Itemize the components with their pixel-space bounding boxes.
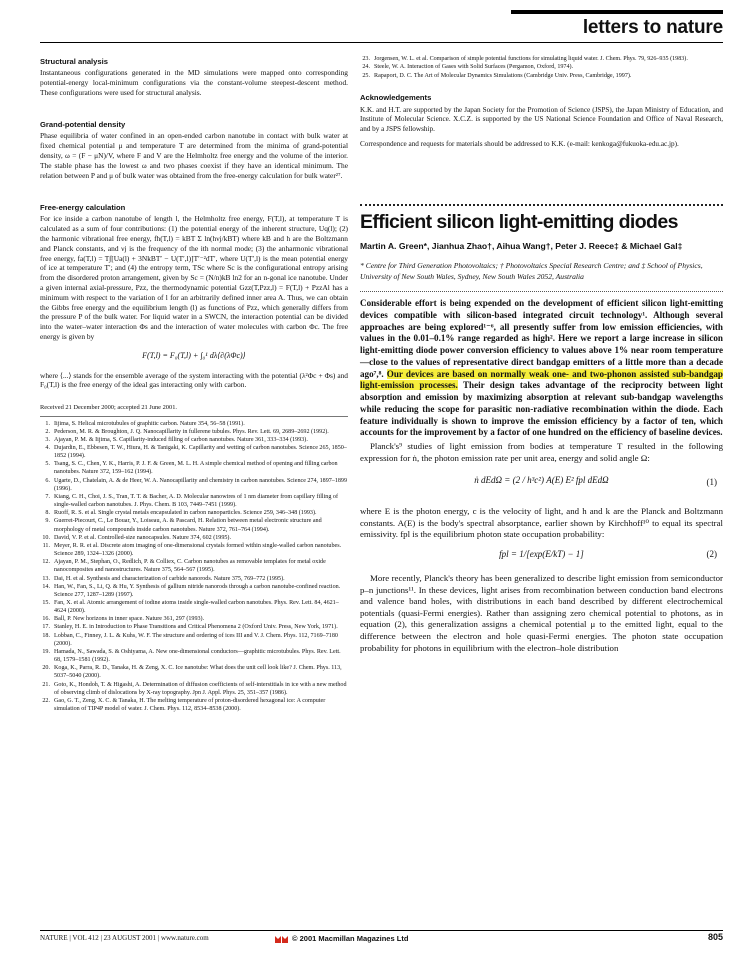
equation-2 (360, 547, 723, 567)
reference-text: Gao, G. T., Zeng, X. C. & Tanaka, H. The melting temperature of proton-disordered hexagonal ice: A computer simulation of TIP4P model of water. J. Chem. Phys. 112, 8534–8538 (2000). (54, 697, 326, 712)
abstract-part-a: Considerable effort is being expended on the development of efficient silicon light-emitting devices compatible with silicon-based integrated circuit technology¹. Although several approaches are being explored¹⁻⁶, all presently suffer from low emission efficiencies, with values in the 0.01–0.1% range regarded as high². Here we report a large increase in silicon light-emitting diode power conversion efficiency to values above 1% near room temperature—close to the values of representative direct bandgap emitters of a little more than a decade ago⁷,⁸. (360, 298, 723, 379)
macmillan-logo-icon (275, 934, 289, 943)
article-abstract (360, 298, 723, 439)
reference-number: 23. (362, 56, 370, 62)
reference-number: 19. (42, 648, 50, 655)
reference-number: 9. (45, 518, 50, 525)
reference-item (40, 664, 348, 680)
reference-item (40, 444, 348, 460)
reference-text: Goto, K., Hondoh, T. & Higashi, A. Determination of diffusion coefficients of self-interstitials in ice with a new method of observing climb of dislocations by X-ray topography. Jpn J. Appl. Phys. 25, 351–357 (1986). (54, 681, 347, 696)
reference-text: Pederson, M. R. & Broughton, J. Q. Nanocapillarity in fullerene tubules. Phys. Rev. Lett. 69, 2689–2692 (1992). (54, 428, 329, 435)
article-title: Efficient silicon light-emitting diodes (360, 211, 678, 234)
grand-heading: Grand-potential density (40, 120, 126, 130)
body-paragraph-3: More recently, Planck's theory has been generalized to describe light emission from semiconductor p–n junctions¹¹. In these devices, light arises from recombination between conduction band electrons and valence band holes, with distributions in each band described by different electrochemical potentials (quasi-Fermi energies). Rather than assigning zero chemical potential to photons, as in equation (2), this generalization assigns a chemical potential μ to the emitted light, equal to the difference between the electron and hole quasi-Fermi energies. The photon state occupation probability for photons in equilibrium with the electron–hole distribution (360, 573, 723, 653)
acknowledgements-heading: Acknowledgements (360, 92, 432, 102)
reference-item (40, 558, 348, 574)
reference-text: Hamada, N., Sawada, S. & Oshiyama, A. New one-dimensional conductors—graphitic microtubules. Phys. Rev. Lett. 68, 1579–1581 (1992). (54, 648, 341, 664)
reference-text: Jorgensen, W. L. et al. Comparison of simple potential functions for simulating liquid water. J. Chem. Phys. 79, 926–935 (1983). (374, 56, 688, 62)
reference-text: Fan, X. et al. Atomic arrangement of iodine atoms inside single-walled carbon nanotubes. Phys. Rev. Lett. 84, 4621–4624 (2000). (54, 599, 339, 615)
structural-heading: Structural analysis (40, 57, 108, 66)
reference-text: Guerret-Piecourt, C., Le Bouar, Y., Loiseau, A. & Pascard, H. Relation between metal electronic structure and morphology of metal compounds inside carbon nanotubes. Nature 372, 761–764 (1994). (54, 518, 322, 533)
reference-text: Ruoff, R. S. et al. Single crystal metals encapsulated in carbon nanoparticles. Science 259, 346–348 (1993). (54, 510, 317, 517)
reference-number: 3. (45, 436, 50, 443)
reference-number: 20. (42, 665, 50, 672)
article-affiliation: * Centre for Third Generation Photovoltaics; † Photovoltaics Special Research Centre; and ‡ School of Physics, University of New South Wales, Sydney, New South Wales 2052, Australia (360, 261, 703, 282)
reference-number: 7. (45, 493, 50, 500)
reference-number: 12. (42, 559, 50, 566)
reference-item (360, 72, 723, 80)
body-paragraph-1: Planck's⁹ studies of light emission from bodies at temperature T resulted in the following expression for ṅ, the photon emission rate per unit area, energy and solid angle Ω: (360, 441, 723, 463)
reference-number: 10. (42, 534, 50, 541)
reference-item (40, 697, 348, 713)
reference-number: 22. (42, 697, 50, 704)
right-column (360, 50, 723, 654)
reference-text: Ajayan, P. M. & Iijima, S. Capillarity-induced filling of carbon nanotubes. Nature 361, 333–334 (1993). (54, 436, 308, 443)
equation-1 (360, 470, 723, 500)
equation-1-number: (1) (706, 477, 717, 488)
reference-list-right (360, 55, 723, 80)
structural-text: Instantaneous configurations generated in the MD simulations were mapped onto corresponding potential-energy local-minimum configurations via the constant-volume steepest-descent method. These configurations were used for structural analysis. (40, 68, 348, 97)
grand-text: Phase equilibria of water confined in an open-ended carbon nanotube in contact with bulk water at fixed chemical potential μ and temperature T are determined from the minima of grand-potential density, ω = (F − μN)/V, where F and V are the Helmholtz free energy and the volume of the interior. The stable phase has the lowest ω and two phases coexist if they have an identical minimum. The relation between P and μ of bulk water was obtained from the free-energy calculation for bulk water²⁷. (40, 131, 348, 180)
reference-number: 18. (42, 632, 50, 639)
reference-item (40, 575, 348, 583)
reference-number: 24. (362, 64, 370, 71)
references-rule (40, 416, 348, 417)
reference-number: 1. (45, 420, 50, 427)
left-column (40, 50, 348, 713)
reference-text: Stanley, H. E. in Introduction to Phase Transitions and Critical Phenomena 2 (Oxford Univ. Press, New York, 1971). (54, 624, 338, 631)
equation-2-expression: fpl = 1/[exp(E/kT) − 1] (499, 549, 584, 560)
header-rule (40, 42, 723, 43)
reference-item (40, 436, 348, 444)
abstract-part-b: Their design takes advantage of the reciprocity between light absorption and emission by maximizing absorption at relevant sub-bandgap wavelengths while reducing the scope for parasitic non-radiative recombination within the diode. Each feature individually is shown to improve the emission efficiency by a factor of ten, which accounts for the improvement by a factor of one hundred on the efficiency of baseline devices. (360, 380, 723, 438)
correspondence-text: Correspondence and requests for materials should be addressed to K.K. (e-mail: kenkoga@fukuoka-edu.ac.jp). (360, 140, 679, 149)
footer-publisher (275, 934, 408, 943)
reference-number: 17. (42, 624, 50, 631)
article-divider (360, 204, 723, 206)
reference-number: 11. (42, 542, 50, 549)
reference-item (40, 542, 348, 558)
reference-number: 6. (45, 477, 50, 484)
reference-text: Rapaport, D. C. The Art of Molecular Dynamics Simulations (Cambridge Univ. Press, Cambridge, 1997). (374, 72, 632, 79)
running-head: letters to nature (582, 17, 723, 38)
footer-rule (40, 930, 723, 931)
footer-copyright: © 2001 Macmillan Magazines Ltd (292, 934, 409, 943)
reference-text: Tsang, S. C., Chen, Y. K., Harris, P. J. F. & Green, M. L. H. A simple chemical method of opening and filling carbon nanotubes. Nature 372, 159–162 (1994). (54, 461, 338, 476)
body-paragraph-2: where E is the photon energy, c is the velocity of light, and h and k are the Planck and Boltzmann constants. A(E) is the body's spectral absorptance, earlier shown by Kirchhoff¹⁰ to equal its spectral emissivity. fpl is the equilibrium photon state occupation probability: (360, 506, 723, 540)
article-authors: Martin A. Green*, Jianhua Zhao†, Aihua Wang†, Peter J. Reece‡ & Michael Gal‡ (360, 241, 683, 252)
reference-item (40, 477, 348, 493)
reference-item (40, 509, 348, 517)
reference-text: Iijima, S. Helical microtubules of graphitic carbon. Nature 354, 56–58 (1991). (54, 420, 245, 427)
reference-number: 14. (42, 583, 50, 590)
reference-number: 2. (45, 428, 50, 435)
reference-text: Meyer, R. R. et al. Discrete atom imaging of one-dimensional crystals formed within single-walled carbon nanotubes. Science 289, 1324–1326 (2000). (54, 542, 342, 558)
header-bar (511, 10, 723, 14)
equation-1-expression: ṅ dEdΩ = (2 / h³c²) A(E) E² fpl dEdΩ (474, 475, 609, 486)
reference-number: 25. (362, 72, 370, 79)
reference-text: Lobban, C., Finney, J. L. & Kuhs, W. F. The structure and ordering of ices III and V. J. Chem. Phys. 112, 7169–7180 (2000). (54, 632, 338, 647)
free-energy-heading: Free-energy calculation (40, 203, 126, 213)
reference-text: Steele, W. A. Interaction of Gases with Solid Surfaces (Pergamon, Oxford, 1974). (374, 64, 574, 71)
reference-text: David, V. P. et al. Controlled-size nanocapsules. Nature 374, 602 (1995). (54, 534, 231, 541)
reference-text: Ball, P. New horizons in inner space. Nature 361, 297 (1993). (54, 616, 205, 623)
reference-item (360, 63, 723, 71)
reference-text: Han, W., Fan, S., Li, Q. & Hu, Y. Synthesis of gallium nitride nanorods through a carbon nanotube-confined reaction. Science 277, 1287–1289 (1997). (54, 583, 341, 598)
reference-number: 4. (45, 445, 50, 451)
reference-number: 13. (42, 575, 50, 582)
equation-2-number: (2) (706, 549, 717, 560)
reference-number: 5. (45, 461, 50, 468)
reference-item (40, 460, 348, 476)
reference-number: 8. (45, 510, 50, 517)
reference-item (40, 534, 348, 542)
free-energy-text: For ice inside a carbon nanotube of length l, the Helmholtz free energy, F(T,l), at temperature T is calculated as a sum of four contributions: (1) the potential energy of the inherent structure, Uq(l); (2) the harmonic vibrational free energy, fh(T,l) = kBT Σ ln(hνj/kBT) where kB and h are the Boltzmann and Planck constants, and νj is the frequency of the ith normal mode; (3) the anharmonic vibrational free energy, fa(T,l) = T∫[Ua(l) + 3NkBT′ − U(T′,l)]T′⁻²dT′, where U(T′,l) is the mean potential energy of ice at temperature T′; and (4) the entropy term, TSc where Sc is the configurational entropy arising from the disordered proton arrangement, given by Sc = (N/n)kB ln2 for an n-gonal ice nanotube. Under a given internal axial-pressure, Pzz, the thermodynamic potential Gzz(T,Pzz,l) = F(T,l) + PzzAl has a minimum with respect to the variation of l for an arbitrarily defined inner area A. Thus, we can obtain the Gibbs free energy and the equilibrium length (l) as functions of Pzz, which generally differs from the pressure P of the bulk water. For liquid water in a SWCN, the interaction potential can be divided into the water–water interaction Φs and the interaction of water molecules with carbon Φc. The free energy is given by (40, 214, 348, 341)
reference-item (40, 599, 348, 615)
reference-item (360, 55, 723, 63)
reference-text: Ajayan, P. M., Stephan, O., Redlich, P. & Colliex, C. Carbon nanotubes as removable templates for metal oxide nanocomposites and nanostructures. Nature 375, 564–567 (1995). (54, 559, 326, 574)
reference-item (40, 420, 348, 428)
reference-number: 16. (42, 616, 50, 623)
reference-item (40, 623, 348, 631)
reference-item (40, 428, 348, 436)
reference-item (40, 681, 348, 697)
abstract-rule (360, 291, 723, 292)
reference-item (40, 493, 348, 509)
reference-item (40, 615, 348, 623)
received-line: Received 21 December 2000; accepted 21 June 2001. (40, 404, 177, 412)
acknowledgements-text: K.K. and H.T. are supported by the Japan Society for the Promotion of Science (JSPS), the Japan Ministry of Education, and Institute of Molecular Science. X.C.Z. is supported by the US National Science Foundation and Office of Naval Research, and by a JSPS fellowship. (360, 105, 723, 133)
page-number: 805 (707, 932, 723, 942)
reference-item (40, 583, 348, 599)
reference-text: Dai, H. et al. Synthesis and characterization of carbide nanorods. Nature 375, 769–772 (1995). (54, 575, 285, 582)
reference-number: 21. (42, 681, 50, 688)
reference-text: Kiang, C. H., Choi, J. S., Tran, T. T. & Bacher, A. D. Molecular nanowires of 1 nm diameter from capillary filling of single-walled carbon nanotubes. J. Phys. Chem. B 103, 7449–7451 (1999). (54, 493, 338, 509)
reference-number: 15. (42, 599, 50, 606)
reference-item (40, 648, 348, 664)
abstract-highlight: Our devices are based on normally weak one- and two-phonon assisted sub-bandgap light-emission processes. (360, 368, 723, 391)
reference-text: Koga, K., Parra, R. D., Tanaka, H. & Zeng, X. C. Ice nanotube: What does the unit cell look like? J. Chem. Phys. 113, 5037–5040 (2000). (54, 665, 342, 680)
reference-item (40, 517, 348, 533)
reference-list-left (40, 420, 348, 714)
reference-text: Dujardin, E., Ebbesen, T. W., Hiura, H. & Tanigaki, K. Capillarity and wetting of carbon nanotubes. Science 265, 1850–1852 (1994). (54, 445, 347, 460)
free-energy-after: where ⟨...⟩ stands for the ensemble average of the system interacting with the potential (λ²Φc + Φs) and F₀(T,l) is the free energy of the ideal gas interacting only with carbon. (40, 370, 348, 390)
free-energy-equation: F(T,l) = F₀(T,l) + ∫₀¹ dλ⟨∂(λΦc)⟩ (142, 350, 246, 360)
reference-item (40, 632, 348, 648)
footer-journal-info: NATURE | VOL 412 | 23 AUGUST 2001 | www.nature.com (40, 934, 209, 942)
reference-text: Ugarte, D., Chatelain, A. & de Heer, W. A. Nanocapillarity and chemistry in carbon nanotubes. Science 274, 1897–1899 (1996). (54, 477, 348, 492)
